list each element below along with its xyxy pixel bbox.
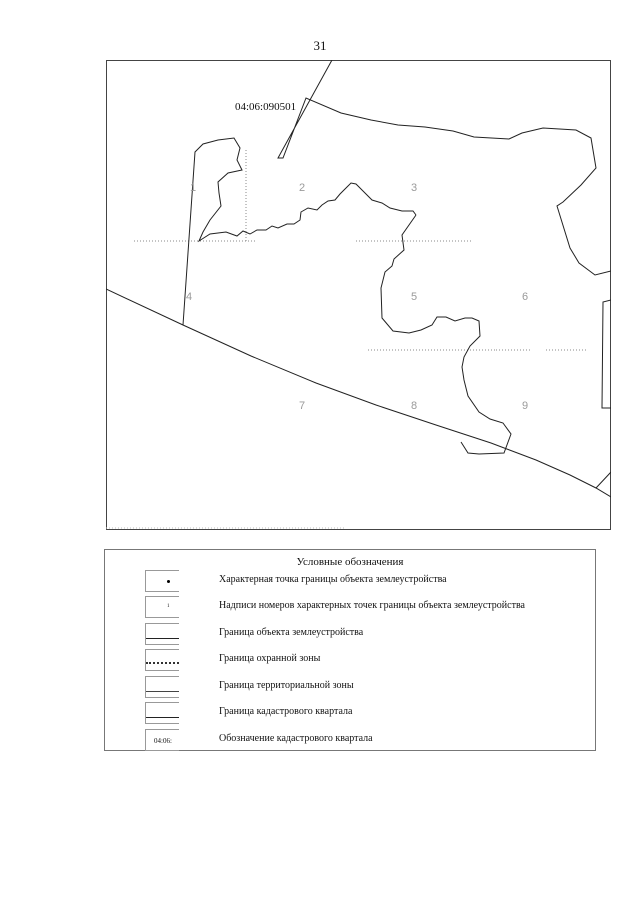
label-symbol-icon: 1	[145, 596, 179, 618]
legend-row-quarter-boundary	[105, 702, 595, 724]
solid-line-icon	[145, 623, 179, 645]
solid-line-icon	[145, 676, 179, 698]
grid-number-6: 6	[522, 291, 529, 303]
legend-text: Граница территориальной зоны	[219, 680, 354, 691]
legend-text: Надписи номеров характерных точек границы объекта землеустройства	[219, 600, 525, 611]
grid-number-8: 8	[411, 400, 418, 412]
page-number: 31	[313, 38, 327, 53]
legend-row-quarter-code	[105, 729, 595, 751]
legend	[104, 549, 596, 751]
code-label-icon: 04:06:	[145, 729, 179, 751]
zone-dotted-lines	[134, 150, 586, 350]
grid-number-7: 7	[299, 400, 306, 412]
legend-text: Обозначение кадастрового квартала	[219, 733, 373, 744]
legend-row-point-label	[105, 596, 595, 618]
dashed-line-icon	[145, 649, 179, 671]
solid-line-icon	[145, 702, 179, 724]
central-boundary	[381, 215, 511, 454]
legend-title: Условные обозначения	[296, 556, 404, 568]
legend-text: Граница охранной зоны	[219, 653, 321, 664]
legend-text: Граница кадастрового квартала	[219, 706, 353, 717]
grid-number-5: 5	[411, 291, 418, 303]
grid-number-9: 9	[522, 400, 529, 412]
grid-number-1: 1	[190, 182, 197, 194]
upper-right-boundary	[278, 60, 611, 275]
grid-number-2: 2	[299, 182, 306, 194]
cadastral-map	[106, 60, 611, 530]
legend-row-protection-zone	[105, 649, 595, 671]
grid-number-4: 4	[186, 291, 193, 303]
legend-text: Характерная точка границы объекта землеустройства	[219, 574, 447, 585]
legend-row-object-boundary	[105, 623, 595, 645]
cadastral-quarter-label: 04:06:090501	[235, 101, 297, 113]
diagonal-boundary	[106, 289, 611, 497]
legend-text: Граница объекта землеустройства	[219, 627, 364, 638]
grid-number-3: 3	[411, 182, 418, 194]
point-symbol-icon	[145, 570, 179, 592]
legend-row-territorial-zone	[105, 676, 595, 698]
legend-row-point	[105, 570, 595, 592]
right-edge-boundary	[602, 300, 611, 408]
map-frame	[106, 60, 611, 530]
lower-right-corner	[596, 472, 611, 488]
